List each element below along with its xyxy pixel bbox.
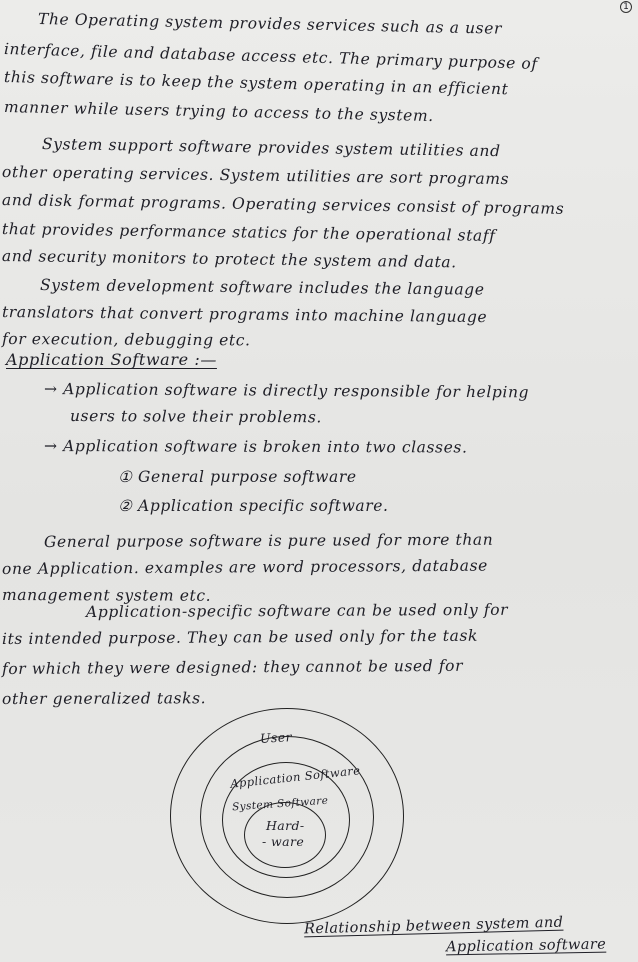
system-software-label: System Software bbox=[231, 794, 329, 814]
text-line-14: → Application software is directly responsible for helping bbox=[43, 380, 530, 402]
layer-diagram bbox=[170, 708, 406, 926]
text-line-16: → Application software is broken into two classes. bbox=[43, 437, 468, 457]
text-line-15: users to solve their problems. bbox=[69, 407, 323, 427]
text-line-24: for which they were designed: they cannot be used for bbox=[1, 656, 464, 678]
page-number-mark: 1 bbox=[620, 1, 632, 13]
text-line-8: that provides performance statics for the operational staff bbox=[1, 220, 496, 245]
text-line-1: The Operating system provides services such as a user bbox=[37, 10, 503, 38]
hardware-label-line1: Hard- bbox=[266, 818, 305, 833]
text-line-9: and security monitors to protect the system and data. bbox=[1, 247, 457, 272]
section-heading-application-software: Application Software :— bbox=[6, 350, 217, 369]
user-label: User bbox=[259, 729, 293, 746]
text-line-21: management system etc. bbox=[1, 586, 212, 605]
text-line-25: other generalized tasks. bbox=[1, 689, 207, 708]
text-line-11: translators that convert programs into machine language bbox=[1, 303, 488, 327]
text-line-3: this software is to keep the system operating in an efficient bbox=[3, 68, 509, 99]
text-line-12: for execution, debugging etc. bbox=[1, 330, 251, 350]
text-line-2: interface, file and database access etc. The primary purpose of bbox=[3, 40, 538, 73]
text-line-19: General purpose software is pure used for more than bbox=[43, 530, 494, 551]
application-software-label: Application Software bbox=[229, 763, 362, 791]
diagram-caption-line2: Application software bbox=[445, 936, 607, 956]
text-line-23: its intended purpose. They can be used only for the task bbox=[1, 626, 479, 648]
text-line-22: Application-specific software can be used only for bbox=[85, 600, 509, 621]
list-item-general-purpose: ① General purpose software bbox=[118, 468, 357, 486]
text-line-7: and disk format programs. Operating services consist of programs bbox=[1, 191, 565, 218]
diagram-caption-line1: Relationship between system and bbox=[303, 914, 564, 938]
text-line-20: one Application. examples are word processors, database bbox=[1, 556, 488, 578]
text-line-6: other operating services. System utilities are sort programs bbox=[1, 163, 510, 189]
list-item-application-specific: ② Application specific software. bbox=[118, 497, 389, 515]
hardware-label-line2: - ware bbox=[262, 834, 305, 849]
text-line-5: System support software provides system utilities and bbox=[41, 135, 501, 161]
text-line-4: manner while users trying to access to the system. bbox=[3, 98, 434, 126]
text-line-10: System development software includes the language bbox=[39, 276, 485, 299]
